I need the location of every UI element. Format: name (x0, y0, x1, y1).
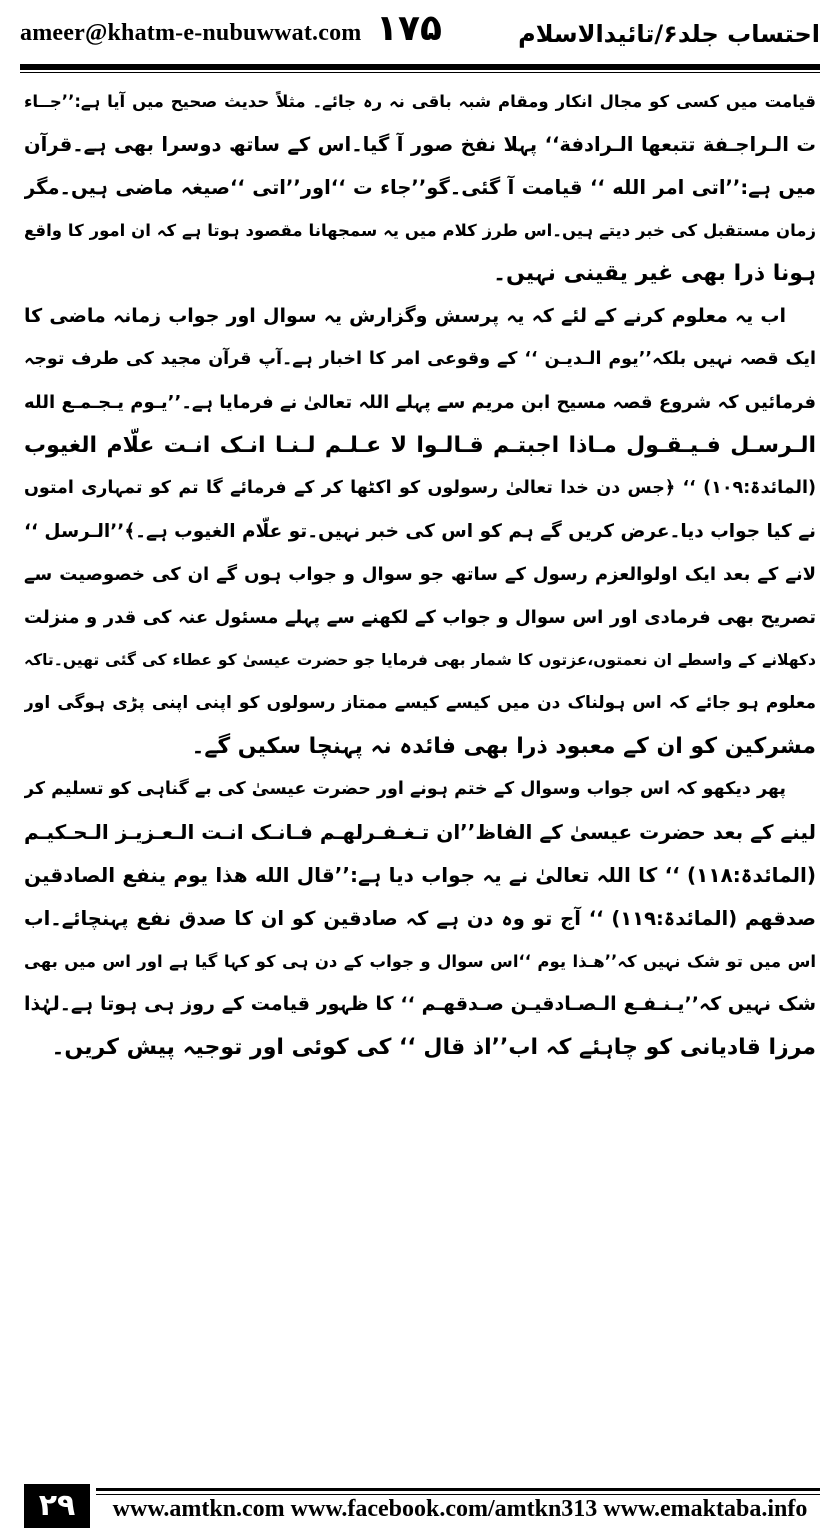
footer-divider (96, 1488, 820, 1491)
header-divider (20, 64, 820, 70)
text-line: الـرسـل فـیـقـول مـاذا اجبتـم قـالـوا لا عـلـم لـنـا انـک انـت علّام الغیوب (24, 433, 816, 458)
page-body (24, 80, 816, 1475)
header-page-number: ۱۷۵ (376, 8, 442, 49)
text-line: (المائدۃ:۱۰۹) ‘‘ ﴿جس دن خدا تعالیٰ رسولوں کو اکٹھا کر کے فرمائے گا تم کو تمہاری امتوں (24, 478, 816, 498)
text-line: میں ہے:’’اتی امر الله ‘‘ قیامت آ گئی۔گو’’جاء ت ‘‘اور’’اتی ‘‘صیغہ ماضی ہیں۔مگر (24, 176, 816, 199)
text-line: تصریح بھی فرمادی اور اس سوال و جواب کے لکھنے سے پہلے مسئول عنہ کی قدر و منزلت (24, 607, 816, 628)
text-line: (المائدۃ:۱۱۸) ‘‘ کا اللہ تعالیٰ نے یہ جواب دیا ہے:’’قال الله هذا یوم ینفع الصادقین (24, 863, 816, 887)
header-book-title: احتساب جلد۶/تائیدالاسلام (518, 20, 820, 48)
text-line: مرزا قادیانی کو چاہئے کہ اب’’اذ قال ‘‘ کی کوئی اور توجیہ پیش کریں۔ (51, 1035, 816, 1060)
header-email: ameer@khatm-e-nubuwwat.com (20, 20, 362, 46)
footer-divider-thin (96, 1494, 820, 1495)
page-header (0, 0, 840, 62)
text-line: اس میں تو شک نہیں کہ’’هـذا یوم ‘‘اس سوال و جواب کے دن ہی کو کہا گیا ہے اور اس میں بھی (24, 952, 816, 971)
text-line: قیامت میں کسی کو مجال انکار ومقام شبہ باقی نہ رہ جائے۔ مثلاً حدیث صحیح میں آیا ہے:’’جــاء (24, 92, 816, 111)
text-line: صدقهم (المائدۃ:۱۱۹) ‘‘ آج تو وہ دن ہے کہ صادقین کو ان کا صدق نفع پہنچائے۔اب (24, 907, 816, 930)
text-line: فرمائیں کہ شروع قصہ مسیح ابن مریم سے پہلے اللہ تعالیٰ نے فرمایا ہے۔’’یـوم یـجـمـع الله (24, 392, 816, 413)
text-line: شک نہیں کہ’’یـنـفـع الـصـادقیـن صـدقهـم ‘‘ کا ظہور قیامت کے روز ہی ہوتا ہے۔لہٰذا (24, 993, 816, 1015)
paragraph-2 (24, 295, 816, 768)
footer-links: www.amtkn.com www.facebook.com/amtkn313 www.emaktaba.info (112, 1496, 808, 1522)
text-line: معلوم ہو جائے کہ اس ہولناک دن میں کیسے کیسے ممتاز رسولوں کو اپنی اپنی پڑی ہوگی اور (24, 693, 816, 713)
paragraph-1 (24, 80, 816, 295)
text-line: دکھلانے کے واسطے ان نعمتوں،عزتوں کا شمار بھی فرمایا جو حضرت عیسیٰ کو عطاء کی گئی تھیں۔تاکہ (24, 651, 816, 669)
text-line: اب یہ معلوم کرنے کے لئے کہ یہ پرسش وگزارش یہ سوال اور جواب زمانہ ماضی کا (24, 305, 786, 327)
text-line: لانے کے بعد ایک اولوالعزم رسول کے ساتھ جو سوال و جواب ہوں گے ان کی خصوصیت سے (24, 564, 816, 585)
header-divider-thin (20, 72, 820, 73)
text-line: زمان مستقبل کی خبر دیتے ہیں۔اس طرز کلام میں یہ سمجھانا مقصود ہوتا ہے کہ ان امور کا واقع (24, 221, 816, 240)
text-line: ہونا ذرا بھی غیر یقینی نہیں۔ (493, 261, 816, 286)
text-line: نے کیا جواب دیا۔عرض کریں گے ہم کو اس کی خبر نہیں۔تو علّام الغیوب ہے۔﴾’’الـرسل ‘‘ (24, 521, 816, 542)
text-line: پھر دیکھو کہ اس جواب وسوال کے ختم ہونے اور حضرت عیسیٰ کی بے گناہی کو تسلیم کر (24, 779, 786, 799)
page-footer (0, 1480, 840, 1540)
text-line: ت الـراجـفة تتبعها الـرادفة‘‘ پہلا نفخ صور آ گیا۔اس کے ساتھ دوسرا بھی ہے۔قرآن (24, 133, 816, 156)
paragraph-3 (24, 768, 816, 1069)
text-line: ایک قصہ نہیں بلکہ’’یوم الـدیـن ‘‘ کے وقوعی امر کا اخبار ہے۔آپ قرآن مجید کی طرف توجہ (24, 349, 816, 369)
footer-page-number: ۲۹ (24, 1484, 90, 1528)
text-line: مشرکین کو ان کے معبود ذرا بھی فائدہ نہ پہنچا سکیں گے۔ (191, 734, 816, 759)
text-line: لینے کے بعد حضرت عیسیٰ کے الفاظ’’ان تـغـفـرلهـم فـانـک انـت الـعـزیـز الـحـکیـم (24, 820, 816, 844)
